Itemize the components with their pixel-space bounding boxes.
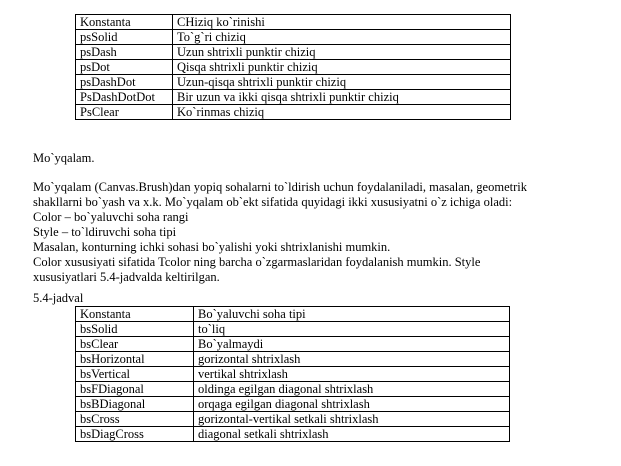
paragraph-line: xususiyatlari 5.4-jadvalda keltirilgan. <box>33 270 220 284</box>
paragraph-line: Color – bo`yaluvchi soha rangi <box>33 210 189 224</box>
table-header-cell: Bo`yaluvchi soha tipi <box>194 307 510 322</box>
table-cell: orqaga egilgan diagonal shtrixlash <box>194 397 510 412</box>
brush-style-table <box>75 306 510 442</box>
table-cell: bsClear <box>76 337 194 352</box>
paragraph-line: Mo`yqalam (Canvas.Brush)dan yopiq sohalarni to`ldirish uchun foydalaniladi, masalan, geometrik <box>33 180 527 194</box>
table-cell: Ko`rinmas chiziq <box>173 105 511 120</box>
table-row <box>76 397 510 412</box>
table-cell: bsSolid <box>76 322 194 337</box>
table-cell: psDot <box>76 60 173 75</box>
table-cell: Bir uzun va ikki qisqa shtrixli punktir chiziq <box>173 90 511 105</box>
table-caption: 5.4-jadval <box>33 291 84 305</box>
table-cell: bsDiagCross <box>76 427 194 442</box>
table-cell: Uzun-qisqa shtrixli punktir chiziq <box>173 75 511 90</box>
table-header-row <box>76 307 510 322</box>
table-row <box>76 105 511 120</box>
table-cell: bsVertical <box>76 367 194 382</box>
section-heading: Mo`yqalam. <box>33 151 95 165</box>
table-cell: psDashDot <box>76 75 173 90</box>
table-cell: bsHorizontal <box>76 352 194 367</box>
table-row <box>76 30 511 45</box>
table-cell: Bo`yalmaydi <box>194 337 510 352</box>
table-row <box>76 367 510 382</box>
table-cell: To`g`ri chiziq <box>173 30 511 45</box>
table-row <box>76 352 510 367</box>
table-cell: psDash <box>76 45 173 60</box>
paragraph-line: shakllarni bo`yash va x.k. Mo`yqalam ob`ekt sifatida quyidagi ikki xususiyatni o`z ichiga oladi: <box>33 195 513 209</box>
paragraph-line: Color xususiyati sifatida Tcolor ning barcha o`zgarmaslaridan foydalanish mumkin. Style <box>33 255 481 269</box>
table-cell: to`liq <box>194 322 510 337</box>
table-header-cell: CHiziq ko`rinishi <box>173 15 511 30</box>
table-cell: Qisqa shtrixli punktir chiziq <box>173 60 511 75</box>
table-cell: bsCross <box>76 412 194 427</box>
table-cell: diagonal setkali shtrixlash <box>194 427 510 442</box>
table-row <box>76 322 510 337</box>
table-row <box>76 90 511 105</box>
table-cell: PsClear <box>76 105 173 120</box>
table-row <box>76 60 511 75</box>
table-row <box>76 382 510 397</box>
table-cell: Uzun shtrixli punktir chiziq <box>173 45 511 60</box>
paragraph-line: Style – to`ldiruvchi soha tipi <box>33 225 177 239</box>
table-cell: vertikal shtrixlash <box>194 367 510 382</box>
table-cell: gorizontal shtrixlash <box>194 352 510 367</box>
table-header-row <box>76 15 511 30</box>
table-header-cell: Konstanta <box>76 15 173 30</box>
pen-style-table <box>75 14 511 120</box>
table-cell: bsFDiagonal <box>76 382 194 397</box>
table-header-cell: Konstanta <box>76 307 194 322</box>
table-row <box>76 75 511 90</box>
table-row <box>76 412 510 427</box>
table-cell: gorizontal-vertikal setkali shtrixlash <box>194 412 510 427</box>
paragraph-line: Masalan, konturning ichki sohasi bo`yalishi yoki shtrixlanishi mumkin. <box>33 240 391 254</box>
table-cell: oldinga egilgan diagonal shtrixlash <box>194 382 510 397</box>
table-row <box>76 427 510 442</box>
table-row <box>76 337 510 352</box>
table-row <box>76 45 511 60</box>
table-cell: psSolid <box>76 30 173 45</box>
table-cell: PsDashDotDot <box>76 90 173 105</box>
table-cell: bsBDiagonal <box>76 397 194 412</box>
